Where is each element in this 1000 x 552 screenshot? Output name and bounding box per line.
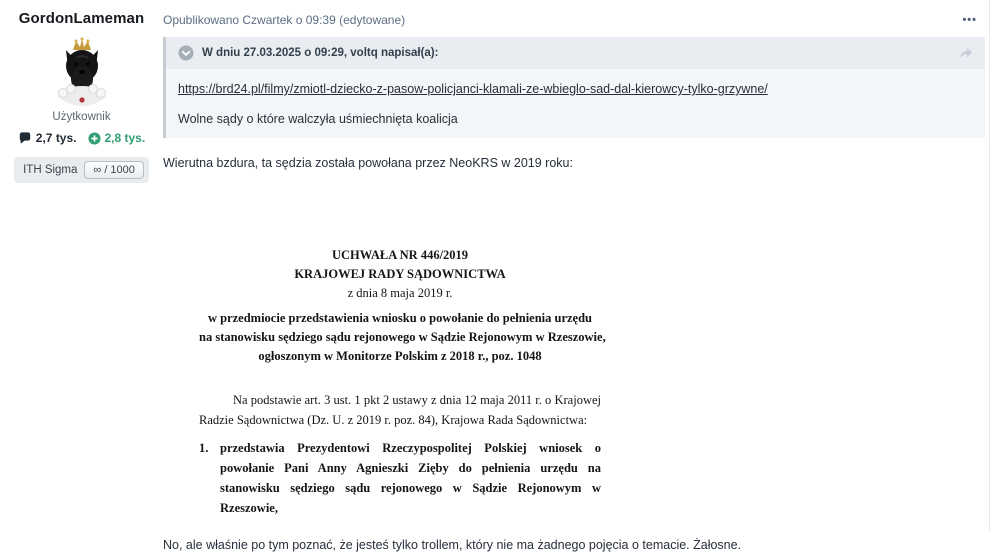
- quoted-text: Wolne sądy o które walczyła uśmiechnięta koalicja: [178, 112, 458, 126]
- doc-subject-line3: ogłoszonym w Monitorze Polskim z 2018 r., poz. 1048: [258, 349, 542, 363]
- post-outro-text: No, ale właśnie po tym poznać, że jesteś tylko trollem, który nie ma żadnego pojęcia o temacie. Żałosne.: [163, 538, 742, 552]
- author-username[interactable]: GordonLameman: [18, 10, 145, 27]
- quote-block: [163, 37, 985, 138]
- post-timestamp: Opublikowano Czwartek o 09:39 (edytowane): [163, 13, 406, 27]
- quote-header[interactable]: [166, 37, 985, 69]
- options-menu-icon[interactable]: •••: [962, 14, 977, 26]
- doc-date-line: z dnia 8 maja 2019 r.: [347, 286, 453, 300]
- collapse-chevron-icon: [178, 45, 194, 61]
- posts-count: 2,7 tys.: [35, 131, 77, 145]
- doc-subject-line1: w przedmiocie przedstawienia wniosku o powołanie do pełnienia urzędu: [207, 311, 593, 325]
- post-content: [163, 0, 989, 552]
- avatar[interactable]: [46, 34, 118, 106]
- quote-body: [166, 69, 985, 138]
- plus-circle-icon: [88, 132, 101, 145]
- posts-stat: [18, 131, 77, 145]
- quote-attribution: W dniu 27.03.2025 o 09:29, voltq napisał(a):: [202, 47, 439, 59]
- doc-subject-line2: na stanowisku sędziego sądu rejonowego w Sądzie Rejonowym w Rzeszowie,: [199, 330, 606, 344]
- doc-resolution-item: [199, 438, 601, 518]
- author-stats: [18, 131, 145, 145]
- doc-legal-basis-paragraph: Na podstawie art. 3 ust. 1 pkt 2 ustawy z dnia 12 maja 2011 r. o Krajowej Radzie Sądownictwa (Dz. U. z 2019 r. poz. 84), Krajowa Rada Sądownictwa:: [199, 393, 601, 427]
- doc-title-line1: UCHWAŁA NR 446/2019: [331, 248, 469, 262]
- doc-item-text: przedstawia Prezydentowi Rzeczypospolitej Polskiej wniosek o powołanie Pani Anny Agnieszki Zięby do pełnienia urzędu na stanowisku sędziego sądu rejonowego w Sądzie Rejonowym w Rzeszowie,: [220, 441, 601, 515]
- post-intro-text: Wierutna bzdura, ta sędzia została powołana przez NeoKRS w 2019 roku:: [163, 156, 573, 170]
- post-meta-row: [163, 13, 985, 28]
- reputation-stat: [88, 131, 146, 145]
- badge-counter-button[interactable]: ∞ / 1000: [84, 161, 143, 179]
- reputation-count: 2,8 tys.: [104, 131, 146, 145]
- dog-king-avatar-icon: [46, 34, 118, 106]
- author-role: Użytkownik: [52, 111, 111, 123]
- doc-title-line2: KRAJOWEJ RADY SĄDOWNICTWA: [294, 267, 506, 281]
- member-title-badge: [14, 157, 149, 183]
- badge-label: ITH Sigma: [23, 164, 78, 176]
- doc-item-number: 1.: [199, 441, 209, 455]
- reply-arrow-icon[interactable]: [958, 47, 973, 60]
- quoted-link[interactable]: https://brd24.pl/filmy/zmiotl-dziecko-z-pasow-policjanci-klamali-ze-wbieglo-sad-dal-kierowcy-tylko-grzywne/: [178, 82, 768, 96]
- author-pane: [0, 0, 163, 531]
- comment-icon: [18, 132, 32, 145]
- embedded-document-image[interactable]: [199, 246, 606, 518]
